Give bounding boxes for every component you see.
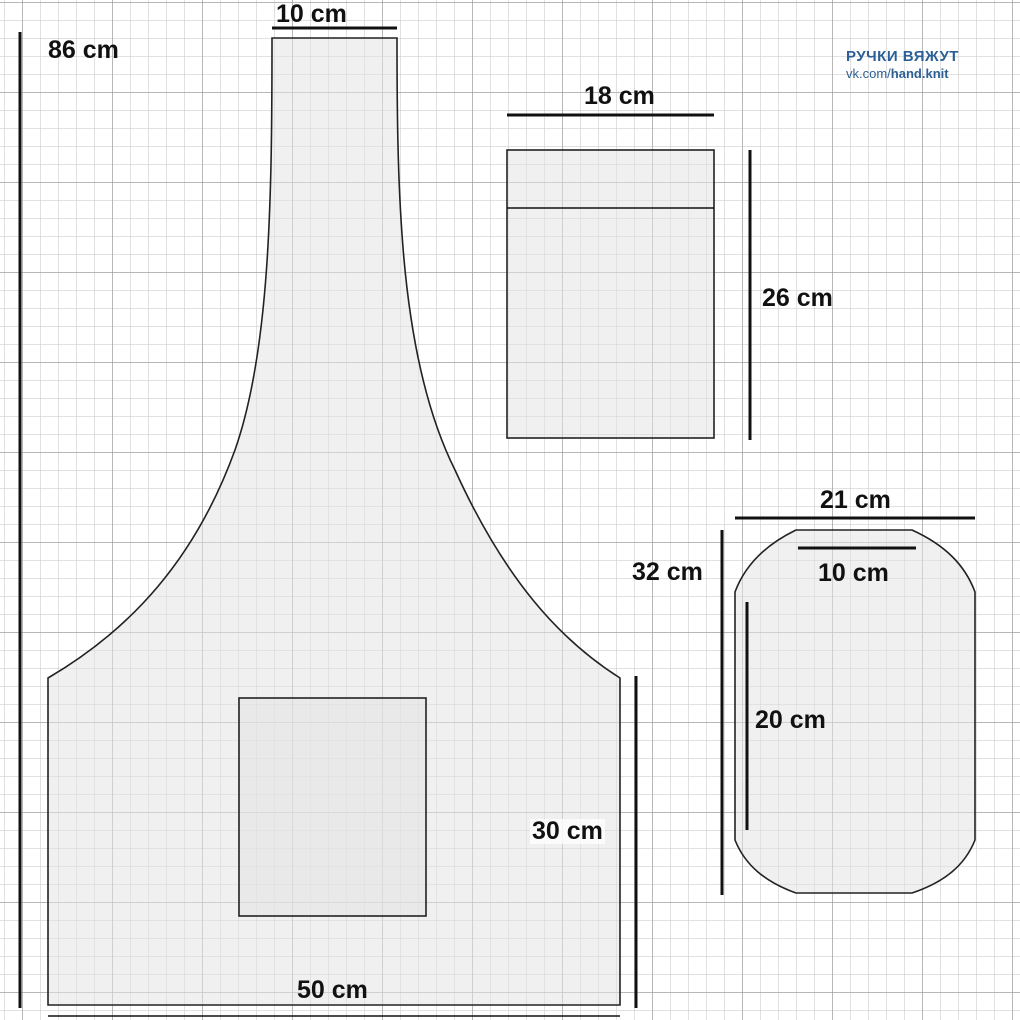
rounded-pocket-width-label: 21 cm	[820, 486, 891, 514]
rounded-pocket-inner-width-label: 10 cm	[818, 559, 889, 587]
lower-height-label: 30 cm	[532, 817, 603, 845]
rounded-pocket-inner-height-label: 20 cm	[755, 706, 826, 734]
rect-pocket-height-label: 26 cm	[762, 284, 833, 312]
rect-pocket-width-label: 18 cm	[584, 82, 655, 110]
watermark-url-prefix: vk.com/	[846, 66, 891, 81]
apron-pocket-shape	[239, 698, 426, 916]
bottom-width-label: 50 cm	[297, 976, 368, 1004]
apron-height-label: 86 cm	[48, 36, 119, 64]
watermark-url-handle: hand.knit	[890, 66, 949, 81]
rounded-pocket-height-label: 32 cm	[632, 558, 703, 586]
neck-width-label: 10 cm	[276, 0, 347, 28]
watermark-brand: РУЧКИ ВЯЖУТ	[846, 48, 959, 65]
watermark	[846, 48, 959, 82]
watermark-url	[846, 66, 959, 82]
rect-pocket-shape	[507, 150, 714, 438]
